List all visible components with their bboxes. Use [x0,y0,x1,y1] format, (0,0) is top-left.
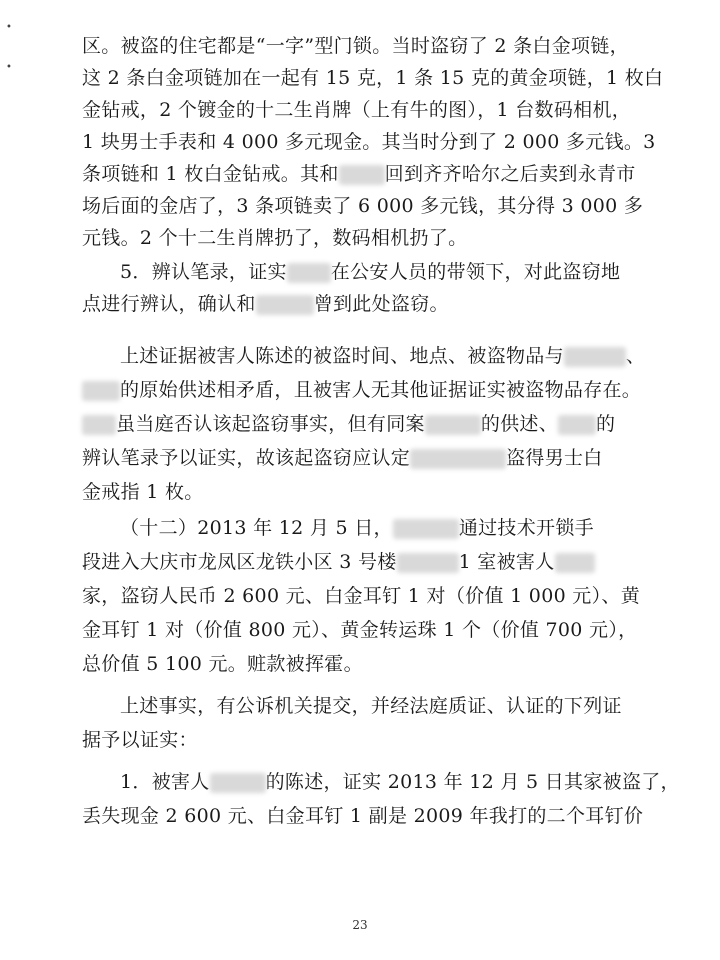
text-line: 场后面的金店了，3 条项链卖了 6 000 多元钱，其分得 3 000 多 [82,195,644,217]
redaction-block [410,449,506,469]
binding-hole-mark: • [6,62,12,73]
text-line: 金钻戒，2 个镀金的十二生肖牌（上有牛的图），1 台数码相机， [82,99,632,121]
text-line: 虽当庭否认该起盗窃事实，但有同案 的供述、 的 [82,408,672,440]
text-line: 区。被盗的住宅都是“一字”型门锁。当时盗窃了 2 条白金项链， [82,35,629,57]
text-line: 金耳钉 1 对（价值 800 元）、黄金转运珠 1 个（价值 700 元）， [82,619,638,641]
redaction-block [425,415,481,435]
text-line: 这 2 条白金项链加在一起有 15 克，1 条 15 克的黄金项链，1 枚白 [82,67,664,89]
redaction-block [82,381,120,401]
redaction-block [558,415,596,435]
text-line: 总价值 5 100 元。赃款被挥霍。 [82,653,363,675]
redaction-block [210,773,266,793]
redaction-block [564,347,626,367]
text-line: 的原始供述相矛盾，且被害人无其他证据证实被盗物品存在。 [82,374,672,406]
text-line: 1．被害人 的陈述，证实 2013 年 12 月 5 日其家被盗了， [120,771,680,793]
text-line: 1 块男士手表和 4 000 多元现金。其当时分到了 2 000 多元钱。3 [82,131,656,153]
text-line: 辨认笔录予以证实，故该起盗窃应认定 盗得男士白 [82,447,603,469]
text-line: 家，盗窃人民币 2 600 元、白金耳钉 1 对（价值 1 000 元）、黄 [82,585,641,607]
redaction-block [287,263,331,283]
text-line: 上述事实，有公诉机关提交，并经法庭质证、认证的下列证 [120,695,622,717]
text-line: 金戒指 1 枚。 [82,481,204,503]
text-line: 据予以证实： [82,729,198,751]
text-line: 段进入大庆市龙凤区龙铁小区 3 号楼 1 室被害人 [82,546,672,578]
text-line: 5．辨认笔录，证实 在公安人员的带领下，对此盗窃地 [120,261,621,283]
text-line: 上述证据被害人陈述的被盗时间、地点、被盗物品与 、 [120,345,646,367]
redaction-block [393,519,459,539]
binding-hole-mark: • [6,22,12,33]
redaction-block [397,553,459,573]
text-line: 点进行辨认，确认和 曾到此处盗窃。 [82,293,449,315]
redaction-block [82,415,116,435]
text-line: 丢失现金 2 600 元、白金耳钉 1 副是 2009 年我打的二个耳钉价 [82,805,644,827]
text-line: （十二）2013 年 12 月 5 日， 通过技术开锁手 [120,517,594,539]
text-line: 条项链和 1 枚白金钻戒。其和 回到齐齐哈尔之后卖到永青市 [82,163,636,185]
redaction-block [555,553,595,573]
text-line: 元钱。2 个十二生肖牌扔了，数码相机扔了。 [82,227,468,249]
redaction-block [339,165,385,185]
redaction-block [256,295,314,315]
page-number: 23 [352,918,368,932]
